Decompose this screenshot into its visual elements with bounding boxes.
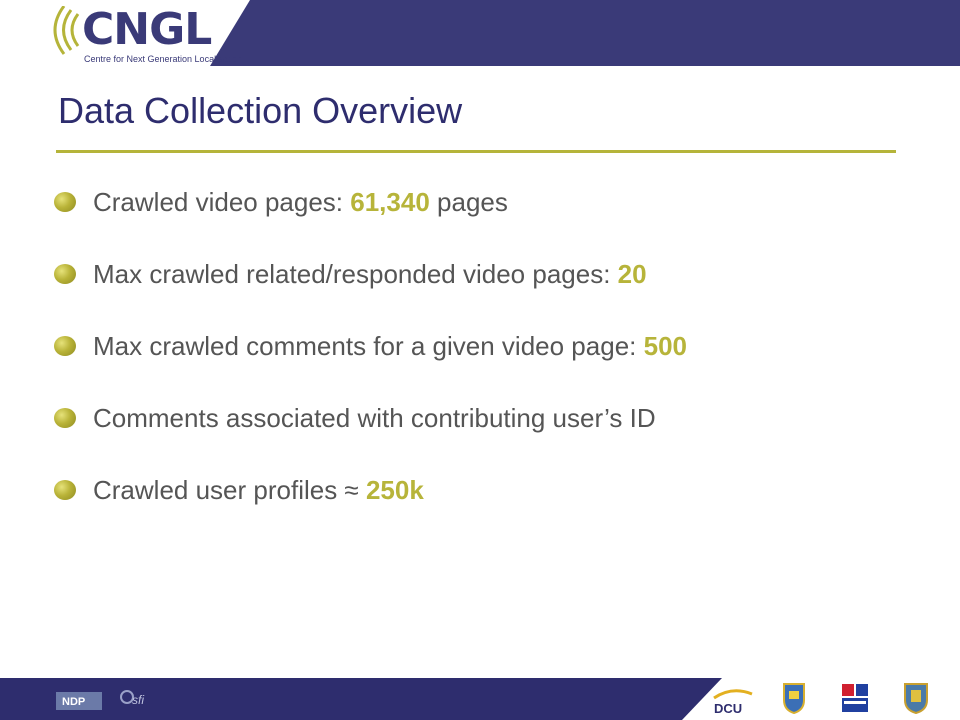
bullet-item [54,394,687,466]
bullet-text: Crawled video pages: [93,187,351,217]
bullet-text: Comments associated with contributing user’s ID [93,403,656,433]
footer-band [0,678,960,720]
bullet-item [54,250,687,322]
ucd-crest-icon [783,682,805,714]
bullet-highlight: 20 [617,259,647,289]
bullet-dot-icon [54,336,76,356]
title-divider [56,150,896,153]
svg-text:NDP: NDP [62,696,86,708]
svg-text:sfi: sfi [132,693,144,707]
bullet-dot-icon [54,480,76,500]
bullet-dot-icon [54,192,76,212]
bullet-highlight: 61,340 [350,187,430,217]
dit-crest-icon [904,682,928,714]
bullet-text: Crawled user profiles ≈ [93,475,366,505]
bullet-highlight: 500 [643,331,687,361]
sfi-logo-icon [118,688,158,712]
bullet-dot-icon [54,264,76,284]
bullet-item [54,466,687,538]
dcu-logo-icon [710,686,756,716]
partner-crest-icon [842,682,870,714]
logo-wordmark: CNGL [82,4,212,55]
bullet-list [54,178,687,538]
bullet-text: Max crawled comments for a given video page: [93,331,644,361]
bullet-item [54,322,687,394]
logo-tagline: Centre for Next Generation Localisation [84,54,243,64]
bullet-item [54,178,687,250]
bullet-suffix: pages [429,187,508,217]
bullet-highlight: 250k [365,475,424,505]
ndp-logo-icon [56,692,102,710]
signal-waves-icon [52,6,84,56]
slide-title: Data Collection Overview [58,90,463,131]
cngl-logo [52,6,242,68]
header-band [0,0,960,70]
bullet-text: Max crawled related/responded video pages: [93,259,618,289]
bullet-dot-icon [54,408,76,428]
svg-text:DCU: DCU [714,701,743,716]
